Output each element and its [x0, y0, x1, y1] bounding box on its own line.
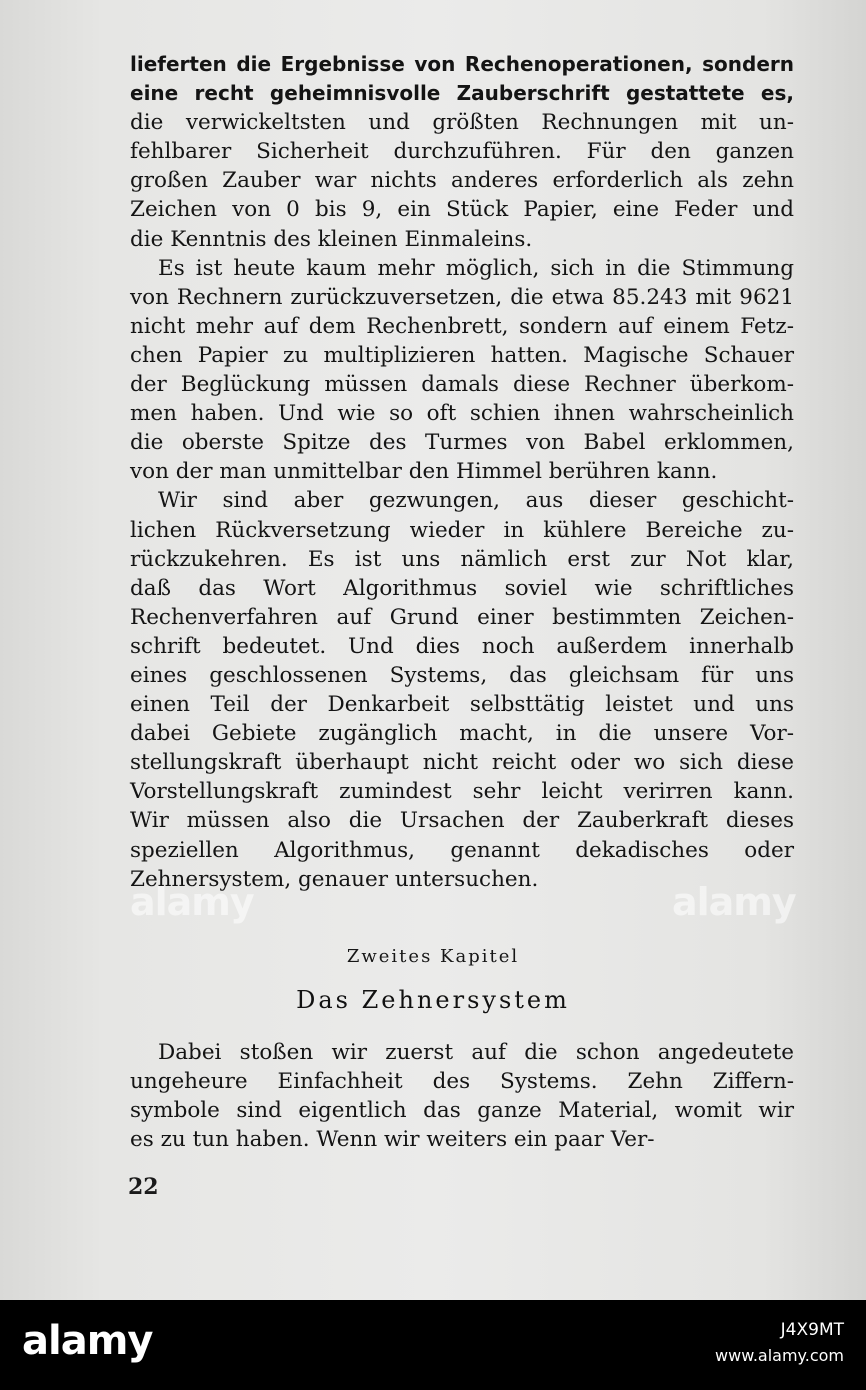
text-line: Rechenverfahren auf Grund einer bestimmten Zeichen- — [130, 604, 794, 630]
text-line: großen Zauber war nichts anderes erforderlich als zehn — [130, 168, 794, 194]
text-line: fehlbarer Sicherheit durchzuführen. Für den ganzen — [130, 139, 794, 165]
text-line: die oberste Spitze des Turmes von Babel erklommen, — [130, 430, 794, 456]
text-line: die verwickeltsten und größten Rechnungen mit un- — [130, 110, 794, 136]
watermark-bar — [0, 1300, 866, 1390]
watermark-logo: alamy — [130, 880, 254, 924]
watermark-brand: alamy — [22, 1318, 153, 1364]
text-line: men haben. Und wie so oft schien ihnen wahrscheinlich — [130, 401, 794, 427]
text-line: von der man unmittelbar den Himmel berühren kann. — [130, 459, 718, 485]
chapter-label: Zweites Kapitel — [346, 946, 520, 967]
text-line: rückzukehren. Es ist uns nämlich erst zur Not klar, — [130, 546, 794, 572]
text-line: es zu tun haben. Wenn wir weiters ein paar Ver- — [130, 1127, 655, 1153]
text-line: die Kenntnis des kleinen Einmaleins. — [130, 226, 533, 252]
watermark-image-id: J4X9MT — [780, 1320, 844, 1340]
text-line: speziellen Algorithmus, genannt dekadisches oder — [130, 837, 794, 863]
text-line: stellungskraft überhaupt nicht reicht oder wo sich diese — [130, 750, 794, 776]
text-line: Vorstellungskraft zumindest sehr leicht verirren kann. — [130, 779, 794, 805]
body-text — [130, 50, 794, 894]
text-line: Zehnersystem, genauer untersuchen. — [130, 866, 539, 892]
text-line: Wir sind aber gezwungen, aus dieser geschicht- — [158, 488, 794, 514]
text-line: eines geschlossenen Systems, das gleichsam für uns — [130, 662, 794, 688]
page-number: 22 — [128, 1174, 159, 1200]
text-line: von Rechnern zurückzuversetzen, die etwa 85.243 mit 9621 — [130, 284, 794, 310]
text-line: Wir müssen also die Ursachen der Zauberkraft dieses — [130, 808, 794, 834]
text-line: dabei Gebiete zugänglich macht, in die unsere Vor- — [130, 721, 794, 747]
text-line: Es ist heute kaum mehr möglich, sich in die Stimmung — [158, 255, 794, 281]
text-line: der Beglückung müssen damals diese Rechner überkom- — [130, 372, 794, 398]
chapter-body-text — [130, 1038, 794, 1154]
text-line: Dabei stoßen wir zuerst auf die schon angedeutete — [158, 1040, 794, 1065]
text-line: daß das Wort Algorithmus soviel wie schriftliches — [130, 575, 794, 601]
chapter-title: Das Zehnersystem — [296, 986, 570, 1014]
text-line: nicht mehr auf dem Rechenbrett, sondern auf einem Fetz- — [130, 313, 794, 339]
text-line: lieferten die Ergebnisse von Rechenoperationen, sondern — [130, 52, 794, 76]
text-line: symbole sind eigentlich das ganze Material, womit wir — [130, 1098, 794, 1124]
text-line: schrift bedeutet. Und dies noch außerdem innerhalb — [130, 633, 794, 659]
watermark-site: www.alamy.com — [715, 1346, 844, 1365]
text-line: lichen Rückversetzung wieder in kühlere Bereiche zu- — [130, 517, 794, 543]
text-line: einen Teil der Denkarbeit selbsttätig leistet und uns — [130, 692, 794, 718]
text-line: ungeheure Einfachheit des Systems. Zehn Ziffern- — [130, 1069, 794, 1095]
text-line: eine recht geheimnisvolle Zauberschrift gestattete es, — [130, 81, 794, 106]
text-line: Zeichen von 0 bis 9, ein Stück Papier, eine Feder und — [130, 197, 794, 223]
text-line: chen Papier zu multiplizieren hatten. Magische Schauer — [130, 342, 794, 368]
watermark-logo: alamy — [672, 880, 796, 924]
